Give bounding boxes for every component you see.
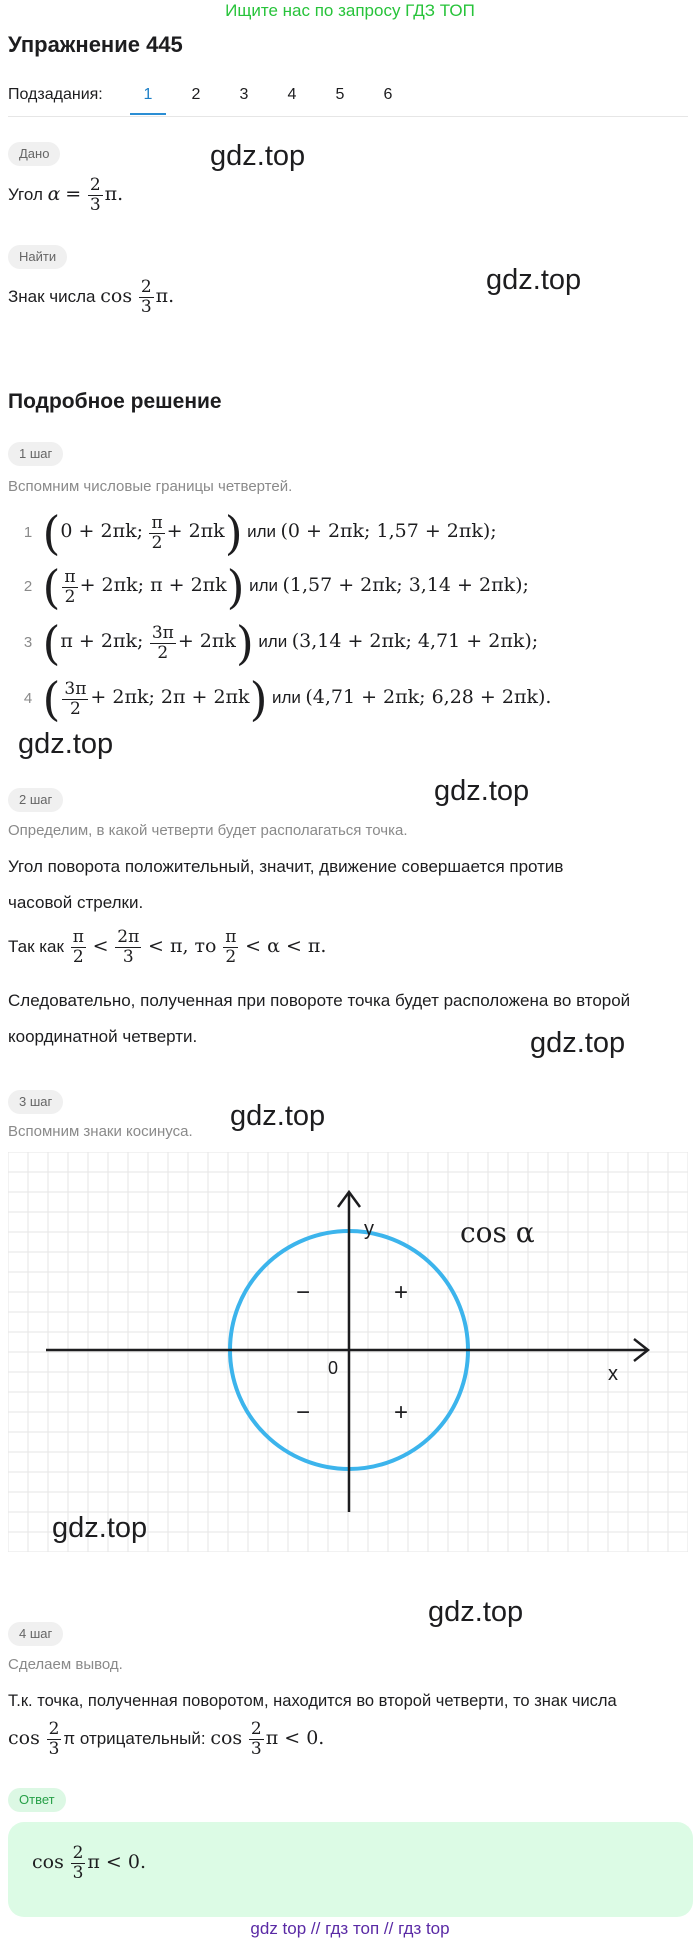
step2-note: Определим, в какой четверти будет располагаться точка.	[8, 822, 408, 839]
step2-line2: часовой стрелки.	[8, 893, 144, 912]
watermark: gdz.top	[486, 264, 582, 296]
watermark: gdz.top	[52, 1512, 148, 1544]
tab-subtask-3[interactable]: 3	[239, 86, 249, 103]
sign-q4: +	[394, 1399, 409, 1426]
cosine-sign-diagram	[8, 1152, 688, 1552]
y-axis-label: y	[364, 1218, 374, 1240]
cos-alpha-label: cos α	[460, 1216, 535, 1249]
step1-badge: 1 шаг	[8, 442, 63, 466]
find-badge: Найти	[8, 245, 67, 269]
tab-subtask-4[interactable]: 4	[287, 86, 297, 103]
promo-banner[interactable]: Ищите нас по запросу ГДЗ ТОП	[225, 1, 475, 20]
footer-links[interactable]: gdz top // гдз топ // гдз top	[250, 1919, 450, 1938]
tab-subtask-2[interactable]: 2	[191, 86, 201, 103]
step3-note: Вспомним знаки косинуса.	[8, 1123, 193, 1140]
given-statement: Угол α = $\frac{2}{3}$ π.	[8, 175, 124, 215]
subtask-tabs	[8, 84, 688, 117]
origin-label: 0	[328, 1358, 339, 1378]
answer-box	[8, 1822, 693, 1917]
step2-line1: Угол поворота положительный, значит, движение совершается против	[8, 857, 564, 876]
tab-subtask-1[interactable]: 1	[130, 86, 166, 104]
step1-note: Вспомним числовые границы четвертей.	[8, 478, 293, 495]
solution-heading: Подробное решение	[8, 390, 222, 413]
tab-subtask-6[interactable]: 6	[383, 86, 393, 103]
watermark: gdz.top	[530, 1027, 626, 1059]
step3-badge: 3 шаг	[8, 1090, 63, 1114]
watermark: gdz.top	[18, 728, 114, 760]
watermark: gdz.top	[428, 1596, 524, 1628]
watermark: gdz.top	[210, 140, 306, 172]
watermark: gdz.top	[230, 1100, 326, 1132]
step2-line4: Следовательно, полученная при повороте точка будет расположена во второй	[8, 991, 631, 1010]
answer-expression: cos $\frac{2}{3}$ π < 0.	[32, 1843, 147, 1883]
step4-line2: cos $\frac{2}{3}$ π отрицательный: cos $\frac{2}{3}$ π < 0.	[8, 1719, 325, 1759]
sign-q3: −	[296, 1399, 311, 1426]
watermark: gdz.top	[434, 775, 530, 807]
tab-subtask-5[interactable]: 5	[335, 86, 345, 103]
step2-line5: координатной четверти.	[8, 1027, 198, 1046]
quarter-row-2: 2 ( $\frac{\pi}{2}$ + 2πk; π + 2πk) или (1,57 + 2πk; 3,14 + 2πk);	[23, 560, 529, 614]
sign-q1: +	[394, 1279, 409, 1306]
find-fraction: $\frac{2}{3}$	[140, 277, 152, 317]
given-fraction: $\frac{2}{3}$	[89, 175, 101, 215]
step4-badge: 4 шаг	[8, 1622, 63, 1646]
answer-badge: Ответ	[8, 1788, 66, 1812]
step2-inequality: Так как $\frac{\pi}{2}$ < $\frac{2\pi}{3}$ < π, то $\frac{\pi}{2}$ < α < π.	[8, 927, 327, 967]
step2-badge: 2 шаг	[8, 788, 63, 812]
subtask-tabs-label: Подзадания:	[8, 86, 103, 103]
step4-line1: Т.к. точка, полученная поворотом, находится во второй четверти, то знак числа	[8, 1692, 617, 1710]
find-statement: Знак числа cos $\frac{2}{3}$ π.	[8, 277, 175, 317]
quarter-row-4: 4 ( $\frac{3\pi}{2}$ + 2πk; 2π + 2πk) или (4,71 + 2πk; 6,28 + 2πk).	[23, 672, 552, 726]
page-title: Упражнение 445	[8, 32, 183, 57]
x-axis-label: x	[608, 1363, 618, 1385]
quarter-row-1: 1 (0 + 2πk; $\frac{\pi}{2}$ + 2πk) или (0 + 2πk; 1,57 + 2πk);	[23, 506, 497, 560]
quarter-row-3: 3 (π + 2πk; $\frac{3\pi}{2}$ + 2πk) или (3,14 + 2πk; 4,71 + 2πk);	[23, 616, 539, 670]
given-badge: Дано	[8, 142, 60, 166]
step4-note: Сделаем вывод.	[8, 1656, 123, 1673]
sign-q2: −	[296, 1279, 311, 1306]
